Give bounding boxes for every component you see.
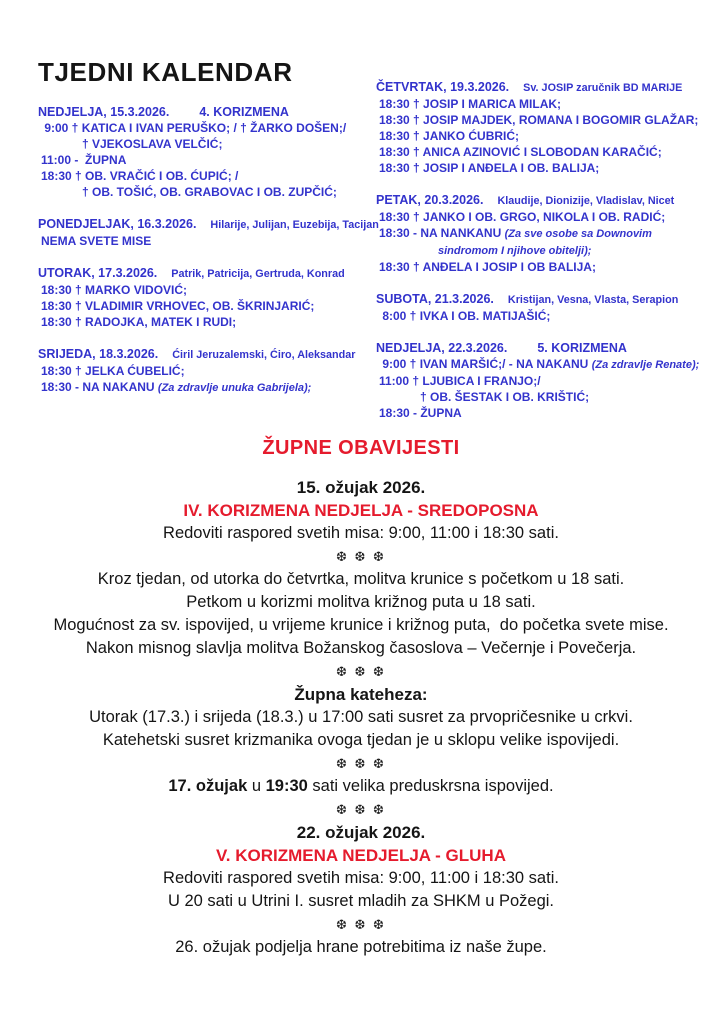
- announcement-line: [0, 729, 722, 752]
- text-segment: Mogućnost za sv. ispovijed, u vrijeme krunice i križnog puta, do početka svete mise.: [53, 616, 669, 634]
- day-date-header: NEDJELJA, 22.3.2026.: [376, 341, 508, 355]
- ornament-separator: ❆ ❆ ❆: [336, 917, 386, 932]
- text-segment: sati velika preduskrsna ispovijed.: [307, 777, 554, 795]
- mass-line: [376, 225, 720, 242]
- announcement-line: [0, 936, 722, 959]
- text-segment: Nakon misnog slavlja molitva Božanskog časoslova – Večernje i Povečerja.: [85, 639, 637, 657]
- calendar-day-block: [38, 216, 379, 249]
- text-segment: 11:00 † LJUBICA I FRANJO;/: [379, 374, 541, 388]
- day-saints-names: Ćiril Jeruzalemski, Ćiro, Aleksandar: [172, 349, 356, 361]
- text-segment: 8:00 † IVKA I OB. MATIJAŠIĆ;: [379, 309, 551, 323]
- day-liturgical-title: 4. KORIZMENA: [199, 105, 289, 119]
- text-segment: 18:30 - NA NANKANU: [379, 226, 505, 240]
- mass-line: [38, 363, 376, 379]
- text-segment: 18:30 † JOSIP I ANĐELA I OB. BALIJA;: [379, 161, 600, 175]
- announcements-section: [0, 436, 722, 959]
- text-segment: 18:30 † JOSIP MAJDEK, ROMANA I BOGOMIR GLAŽAR;: [379, 113, 699, 127]
- calendar-day-block: [376, 340, 720, 421]
- announcement-heading: [0, 821, 722, 844]
- mass-line: [376, 308, 720, 324]
- announcement-line: [0, 706, 722, 729]
- announcement-sunday-title: [0, 844, 722, 867]
- text-segment: 18:30 † JANKO ĆUBRIĆ;: [379, 129, 520, 143]
- text-segment: U 20 sati u Utrini I. susret mladih za SHKM u Požegi.: [167, 892, 555, 910]
- mass-line: [376, 242, 720, 259]
- calendar-day-block: [38, 104, 376, 200]
- day-header-line: [38, 265, 376, 282]
- intention-note: (Za sve osobe sa Downovim: [504, 228, 652, 240]
- mass-line: [38, 233, 376, 249]
- text-segment: Utorak (17.3.) i srijeda (18.3.) u 17:00 sati susret za prvopričesnike u crkvi.: [89, 708, 633, 726]
- day-date-header: NEDJELJA, 15.3.2026.: [38, 105, 170, 119]
- text-segment: Župna kateheza:: [294, 685, 428, 704]
- announcements-title: ŽUPNE OBAVIJESTI: [262, 437, 460, 459]
- mass-line: [38, 379, 376, 396]
- calendar-right-column: [376, 79, 720, 437]
- text-segment: 26. ožujak podjelja hrane potrebitima iz naše župe.: [175, 938, 547, 956]
- calendar-day-block: [376, 291, 720, 324]
- mass-line: [38, 314, 376, 330]
- text-segment: V. KORIZMENA NEDJELJA - GLUHA: [216, 846, 506, 865]
- announcement-line: [0, 637, 722, 660]
- mass-line: [38, 120, 376, 136]
- calendar-day-block: [38, 265, 376, 330]
- text-segment: Petkom u korizmi molitva križnog puta u 18 sati.: [186, 593, 536, 611]
- day-saints-names: Klaudije, Dionizije, Vladislav, Nicet: [497, 195, 675, 207]
- text-segment: 18:30 - NA NAKANU: [41, 380, 158, 394]
- text-segment: u: [247, 777, 266, 795]
- text-segment: 18:30 † VLADIMIR VRHOVEC, OB. ŠKRINJARIĆ;: [41, 299, 315, 313]
- mass-line: [38, 298, 376, 314]
- day-header-line: [376, 340, 720, 356]
- announcement-line: [0, 890, 722, 913]
- text-segment: Redoviti raspored svetih misa: 9:00, 11:00 i 18:30 sati.: [163, 869, 559, 887]
- day-header-line: [38, 104, 376, 120]
- mass-line: [376, 96, 720, 112]
- text-segment: 19:30: [265, 777, 308, 795]
- mass-line: [376, 112, 720, 128]
- day-date-header: ČETVRTAK, 19.3.2026.: [376, 80, 510, 94]
- calendar-day-block: [376, 79, 720, 176]
- text-segment: Katehetski susret krizmanika ovoga tjedan je u sklopu velike ispovijedi.: [102, 731, 620, 749]
- day-header-line: [38, 216, 379, 233]
- day-liturgical-title: 5. KORIZMENA: [537, 341, 627, 355]
- mass-line: [376, 144, 720, 160]
- day-saints-names: Kristijan, Vesna, Vlasta, Serapion: [507, 294, 679, 306]
- announcements-body: [0, 476, 722, 959]
- announcement-line: [0, 614, 722, 637]
- intention-note: (Za zdravlje Renate);: [591, 359, 700, 371]
- text-segment: 22. ožujak 2026.: [296, 823, 426, 842]
- text-segment: † OB. ŠESTAK I OB. KRIŠTIĆ;: [420, 390, 590, 404]
- day-date-header: SUBOTA, 21.3.2026.: [376, 292, 494, 306]
- text-segment: 9:00 † IVAN MARŠIĆ;/ - NA NAKANU: [379, 357, 592, 371]
- text-segment: 18:30 - ŽUPNA: [379, 406, 462, 420]
- ornament-separator: ❆ ❆ ❆: [336, 664, 386, 679]
- day-date-header: UTORAK, 17.3.2026.: [38, 266, 158, 280]
- mass-line: [376, 405, 720, 421]
- day-date-header: PETAK, 20.3.2026.: [376, 193, 484, 207]
- announcement-heading: [0, 476, 722, 499]
- text-segment: 11:00 - ŽUPNA: [41, 153, 127, 167]
- announcement-line: [0, 775, 722, 798]
- text-segment: 18:30 † JOSIP I MARICA MILAK;: [379, 97, 562, 111]
- text-segment: 18:30 † RADOJKA, MATEK I RUDI;: [41, 315, 237, 329]
- ornament-separator: ❆ ❆ ❆: [336, 802, 386, 817]
- mass-line: [376, 373, 720, 389]
- announcement-line: [0, 591, 722, 614]
- text-segment: 18:30 † ANĐELA I JOSIP I OB BALIJA;: [379, 260, 596, 274]
- day-header-line: [376, 291, 720, 308]
- text-segment: † VJEKOSLAVA VELČIĆ;: [82, 137, 223, 151]
- mass-line: [38, 136, 376, 152]
- announcement-line: [0, 568, 722, 591]
- page-title: TJEDNI KALENDAR: [38, 57, 293, 87]
- text-segment: 9:00 † KATICA I IVAN PERUŠKO; / † ŽARKO DOŠEN;/: [41, 121, 347, 135]
- announcement-heading: [0, 683, 722, 706]
- mass-line: [38, 152, 376, 168]
- mass-line: [376, 389, 720, 405]
- text-segment: 18:30 † MARKO VIDOVIĆ;: [41, 283, 188, 297]
- announcement-line: [0, 867, 722, 890]
- day-date-header: SRIJEDA, 18.3.2026.: [38, 347, 159, 361]
- text-segment: 18:30 † JANKO I OB. GRGO, NIKOLA I OB. RADIĆ;: [379, 210, 666, 224]
- text-segment: 17. ožujak: [168, 777, 248, 795]
- mass-line: [376, 259, 720, 275]
- intention-note: sindromom I njihove obitelji);: [438, 245, 592, 257]
- mass-line: [376, 356, 720, 373]
- calendar-day-block: [376, 192, 720, 275]
- day-saints-names: Sv. JOSIP zaručnik BD MARIJE: [523, 82, 683, 94]
- day-saints-names: Hilarije, Julijan, Euzebija, Tacijan: [210, 219, 379, 231]
- text-segment: 18:30 † ANICA AZINOVIĆ I SLOBODAN KARAČIĆ;: [379, 145, 662, 159]
- ornament-separator: ❆ ❆ ❆: [336, 549, 386, 564]
- text-segment: † OB. TOŠIĆ, OB. GRABOVAC I OB. ZUPČIĆ;: [82, 185, 337, 199]
- text-segment: Redoviti raspored svetih misa: 9:00, 11:00 i 18:30 sati.: [163, 524, 559, 542]
- mass-line: [38, 184, 376, 200]
- mass-line: [376, 209, 720, 225]
- day-date-header: PONEDJELJAK, 16.3.2026.: [38, 217, 197, 231]
- announcement-sunday-title: [0, 499, 722, 522]
- text-segment: 18:30 † JELKA ĆUBELIĆ;: [41, 364, 185, 378]
- mass-line: [38, 168, 376, 184]
- mass-line: [38, 282, 376, 298]
- text-segment: NEMA SVETE MISE: [41, 234, 152, 248]
- calendar-day-block: [38, 346, 376, 396]
- mass-line: [376, 160, 720, 176]
- text-segment: 15. ožujak 2026.: [296, 478, 426, 497]
- day-header-line: [376, 79, 720, 96]
- day-header-line: [38, 346, 376, 363]
- text-segment: Kroz tjedan, od utorka do četvrtka, molitva krunice s početkom u 18 sati.: [97, 570, 625, 588]
- intention-note: (Za zdravlje unuka Gabrijela);: [157, 382, 312, 394]
- day-header-line: [376, 192, 720, 209]
- ornament-separator: ❆ ❆ ❆: [336, 756, 386, 771]
- mass-line: [376, 128, 720, 144]
- announcement-line: [0, 522, 722, 545]
- day-saints-names: Patrik, Patricija, Gertruda, Konrad: [171, 268, 345, 280]
- text-segment: IV. KORIZMENA NEDJELJA - SREDOPOSNA: [183, 501, 539, 520]
- calendar-left-column: [38, 104, 379, 412]
- text-segment: 18:30 † OB. VRAČIĆ I OB. ĆUPIĆ; /: [41, 169, 239, 183]
